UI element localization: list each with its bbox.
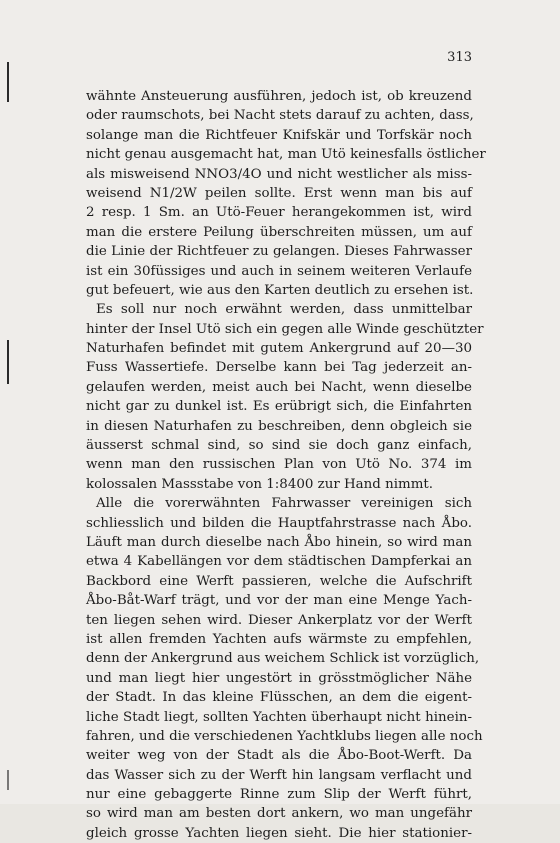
text-line: fahren, und die verschiedenen Yachtklubs liegen alle noch [86,728,483,744]
text-line: wenn man den russischen Plan von Utö No. 374 im [86,457,472,473]
text-line: ist ein 30füssiges und auch in seinem weiteren Verlaufe [86,263,472,279]
text-line: denn der Ankergrund aus weichem Schlick ist vorzüglich, [86,651,480,667]
text-line: weisend N1/2W peilen sollte. Erst wenn man bis auf [86,185,472,201]
text-line: etwa 4 Kabellängen vor dem städtischen Dampferkai an [86,554,472,570]
text-line: und man liegt hier ungestört in grösstmöglicher Nähe [86,670,472,686]
text-line: nicht genau ausgemacht hat, man Utö keinesfalls östlicher [86,147,486,163]
text-line: man die erstere Peilung überschreiten müssen, um auf [86,224,472,240]
text-line: nur eine gebaggerte Rinne zum Slip der Werft führt, [86,787,472,803]
text-line: nicht gar zu dunkel ist. Es erübrigt sich, die Einfahrten [86,399,472,415]
text-line: der Stadt. In das kleine Flüsschen, an dem die eigent- [86,690,472,706]
text-line: Naturhafen befindet mit gutem Ankergrund auf 20—30 [86,341,472,357]
binding-mark [7,62,9,102]
binding-mark [7,770,9,790]
text-line: als misweisend NNO3/4O und nicht westlicher als miss- [86,166,472,182]
text-line: Fuss Wassertiefe. Derselbe kann bei Tag jederzeit an- [86,360,472,376]
text-line: Läuft man durch dieselbe nach Åbo hinein, so wird man [86,534,472,550]
text-line: wähnte Ansteuerung ausführen, jedoch ist, ob kreuzend [86,89,472,104]
text-line: Backbord eine Werft passieren, welche die Aufschrift [86,573,472,589]
text-line: ten liegen sehen wird. Dieser Ankerplatz vor der Werft [86,612,472,628]
text-line: äusserst schmal sind, so sind sie doch ganz einfach, [86,438,472,454]
text-line: ist allen fremden Yachten aufs wärmste zu empfehlen, [86,631,472,647]
text-line: gleich grosse Yachten liegen sieht. Die hier stationier- [86,825,472,841]
text-line: oder raumschots, bei Nacht stets darauf zu achten, dass, [86,108,474,124]
text-line: solange man die Richtfeuer Knifskär und Torfskär noch [86,127,472,143]
text-line: kolossalen Massstabe von 1:8400 zur Hand nimmt. [86,476,434,492]
text-line: gelaufen werden, meist auch bei Nacht, wenn dieselbe [86,379,472,395]
text-line: schliesslich und bilden die Hauptfahrstrasse nach Åbo. [86,515,472,531]
text-line: 2 resp. 1 Sm. an Utö-Feuer herangekommen ist, wird [86,205,472,221]
text-line: das Wasser sich zu der Werft hin langsam verflacht und [86,767,472,783]
text-line: Es soll nur noch erwähnt werden, dass unmittelbar [96,302,472,318]
page-number: 313 [447,50,472,65]
text-line: gut befeuert, wie aus den Karten deutlich zu ersehen ist. [86,282,474,298]
text-line: liche Stadt liegt, sollten Yachten überhaupt nicht hinein- [86,709,472,725]
text-line: Åbo-Båt-Warf trägt, und vor der man eine Menge Yach- [86,593,472,609]
text-line: in diesen Naturhafen zu beschreiben, denn obgleich sie [86,418,472,434]
text-line: weiter weg von der Stadt als die Åbo-Boot-Werft. Da [86,748,472,764]
body-text [86,87,486,843]
text-line: die Linie der Richtfeuer zu gelangen. Dieses Fahrwasser [86,244,472,260]
text-line: so wird man am besten dort ankern, wo man ungefähr [86,806,472,822]
text-line: Alle die vorerwähnten Fahrwasser vereinigen sich [96,496,472,512]
text-line: hinter der Insel Utö sich ein gegen alle Winde geschützter [86,321,484,337]
binding-mark [7,340,9,384]
